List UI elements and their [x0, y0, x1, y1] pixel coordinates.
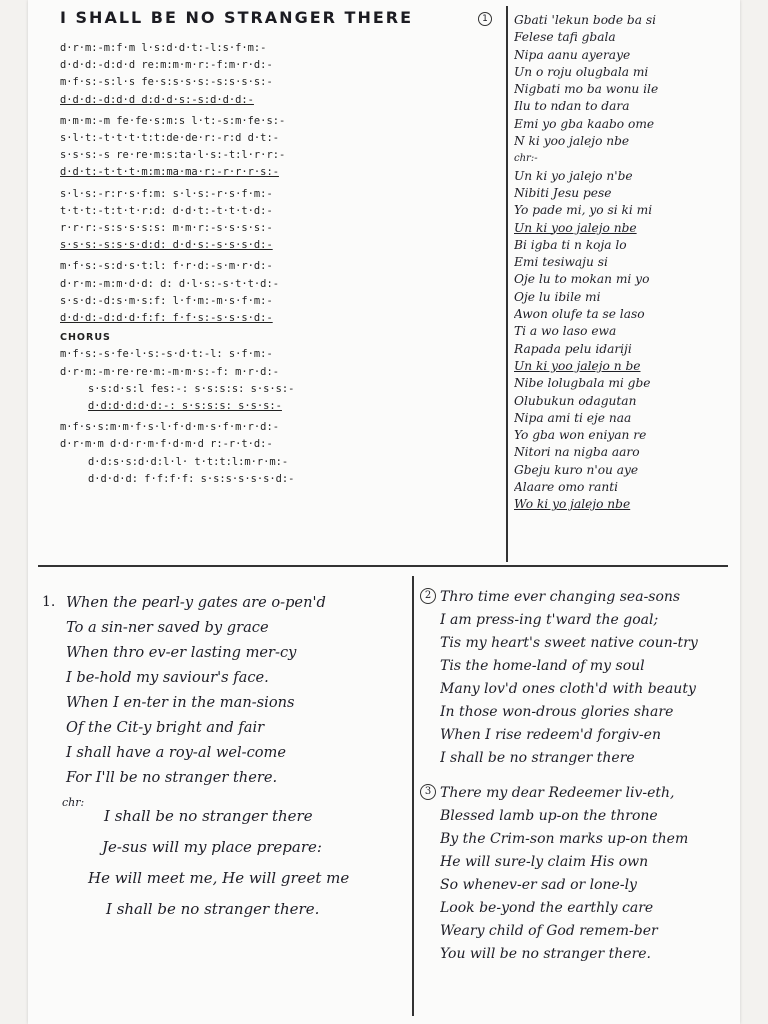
solfa-block-6 [60, 419, 504, 488]
solfa-line: s·s·d:-d:s·m·s:f: l·f·m:-m·s·f·m:- [60, 294, 273, 307]
lyric-line: Blessed lamb up-on the throne [440, 808, 658, 824]
solfa-line: d·d·d:-d:d·d d:d·d·s:-s:d·d·d:- [60, 93, 254, 106]
yoruba-line: Un ki yoo jalejo n be [514, 358, 641, 373]
yoruba-line: Yo pade mi, yo si ki mi [514, 203, 653, 218]
column-divider-top [506, 6, 508, 562]
yoruba-line: Un ki yo jalejo n'be [514, 168, 633, 183]
circled-number-1: 1 [478, 12, 492, 26]
hymn-sheet [28, 0, 740, 1024]
yoruba-line: Wo ki yo jalejo nbe [514, 497, 631, 512]
solfa-block-1 [60, 40, 504, 109]
solfa-line: s·s·s:-s re·re·m:s:ta·l·s:-t:l·r·r:- [60, 149, 286, 162]
english-stanza-1 [42, 590, 404, 925]
solfa-block-5 [60, 346, 504, 415]
solfa-block-4 [60, 258, 504, 327]
lyric-line: When the pearl-y gates are o-pen'd [66, 594, 326, 611]
chorus-line: I shall be no stranger there. [106, 900, 320, 918]
english-stanza-2 [420, 586, 734, 770]
lyric-line: Thro time ever changing sea-sons [440, 589, 681, 605]
yoruba-line: Ti a wo laso ewa [514, 324, 617, 339]
chorus-line: He will meet me, He will greet me [88, 869, 350, 887]
solfa-line: d·d·d·d: f·f:f·f: s·s:s·s·s·s·d:- [88, 472, 295, 485]
yoruba-line: Olubukun odagutan [514, 393, 637, 408]
tonic-solfa-score [60, 40, 504, 556]
solfa-line: d·r·m:-m:f·m l·s:d·d·t:-l:s·f·m:- [60, 42, 267, 54]
yoruba-line: Gbeju kuro n'ou aye [514, 462, 639, 477]
yoruba-line: Oje lu to mokan mi yo [514, 272, 650, 287]
stanza-number: 3 [420, 784, 436, 800]
yoruba-line: Bi igba ti n koja lo [514, 237, 627, 252]
solfa-line: d·r·m:-m:m·d·d: d: d·l·s:-s·t·t·d:- [60, 277, 279, 290]
lyric-line: I shall have a roy-al wel-come [66, 744, 287, 761]
solfa-line: r·r·r:-s:s·s·s:s: m·m·r:-s·s·s·s:- [60, 222, 273, 235]
yoruba-line: Nigbati mo ba wonu ile [514, 82, 659, 97]
yoruba-line: Alaare omo ranti [514, 480, 618, 495]
lyric-line: You will be no stranger there. [440, 946, 651, 962]
solfa-line: d·r·m:-m·re·re·m:-m·m·s:-f: m·r·d:- [60, 365, 279, 378]
solfa-line: m·f·s:-s·fe·l·s:-s·d·t:-l: s·f·m:- [60, 348, 273, 361]
lyric-line: I be-hold my saviour's face. [66, 669, 269, 686]
yoruba-chorus-tag: chr:- [514, 153, 538, 165]
stanza-number: 1. [42, 594, 56, 610]
solfa-block-3 [60, 186, 504, 255]
yoruba-line: Nitori na nigba aaro [514, 445, 640, 460]
lyric-line: So whenev-er sad or lone-ly [440, 877, 637, 893]
solfa-line: s·s·s:-s:s·s·d:d: d·d·s:-s·s·s·d:- [60, 239, 273, 252]
yoruba-line: Oje lu ibile mi [514, 289, 601, 304]
hymn-title: I SHALL BE NO STRANGER THERE [60, 8, 414, 27]
solfa-line: d·r·m·m d·d·r·m·f·d·m·d r:-r·t·d:- [60, 438, 273, 451]
lyric-line: For I'll be no stranger there. [66, 769, 278, 786]
chorus-line: Je-sus will my place prepare: [102, 838, 322, 856]
chorus-tag: chr: [62, 796, 85, 809]
lyric-line: Tis my heart's sweet native coun-try [440, 635, 698, 651]
solfa-line: m·f·s:-s:l·s fe·s:s·s·s:-s:s·s·s:- [60, 76, 273, 89]
lyric-line: When I rise redeem'd forgiv-en [440, 727, 661, 743]
lyric-line: I am press-ing t'ward the goal; [440, 612, 659, 628]
solfa-line: d·d:s·s:d·d:l·l· t·t:t:l:m·r·m:- [88, 455, 289, 468]
solfa-block-2 [60, 113, 504, 182]
yoruba-line: Un o roju olugbala mi [514, 64, 649, 79]
yoruba-line: Emi tesiwaju si [514, 255, 608, 270]
yoruba-line: Un ki yoo jalejo nbe [514, 220, 637, 235]
english-stanza-3 [420, 782, 734, 966]
yoruba-line: Nibiti Jesu pese [514, 185, 612, 200]
lyric-line: In those won-drous glories share [440, 704, 674, 720]
solfa-line: d·d·d:-d:d·d·f:f: f·f·s:-s·s·s·d:- [60, 312, 273, 325]
lyric-line: When thro ev-er lasting mer-cy [66, 644, 297, 661]
lyric-line: When I en-ter in the man-sions [66, 694, 295, 711]
yoruba-line: Ilu to ndan to dara [514, 99, 630, 114]
yoruba-line: Yo gba won eniyan re [514, 428, 647, 443]
solfa-line: s·l·t:-t·t·t·t:t:de·de·r:-r:d d·t:- [60, 132, 279, 145]
lyric-line: Look be-yond the earthly care [440, 900, 654, 916]
solfa-line: m·m·m:-m fe·fe·s:m:s l·t:-s:m·fe·s:- [60, 114, 286, 127]
english-stanzas-right [420, 586, 734, 978]
solfa-line: m·f·s:-s:d·s·t:l: f·r·d:-s·m·r·d:- [60, 260, 273, 273]
lyric-line: To a sin-ner saved by grace [66, 619, 269, 636]
yoruba-line: Nipa ami ti eje naa [514, 410, 632, 425]
yoruba-line: Felese tafi gbala [514, 30, 616, 45]
yoruba-lyrics [514, 12, 736, 568]
lyric-line: By the Crim-son marks up-on them [440, 831, 689, 847]
yoruba-line: N ki yoo jalejo nbe [514, 134, 630, 149]
chorus-line: I shall be no stranger there [104, 807, 313, 825]
lyric-line: I shall be no stranger there [440, 750, 635, 766]
yoruba-line: Nibe lolugbala mi gbe [514, 376, 651, 391]
lyric-line: He will sure-ly claim His own [440, 854, 649, 870]
lyric-line: Of the Cit-y bright and fair [66, 719, 265, 736]
yoruba-line: Gbati 'lekun bode ba si [514, 13, 657, 27]
yoruba-line: Nipa aanu ayeraye [514, 47, 631, 62]
english-chorus [42, 801, 404, 925]
yoruba-line: Emi yo gba kaabo ome [514, 116, 655, 131]
solfa-line: d·d:d·d:d·d:-: s·s:s:s: s·s·s:- [88, 400, 282, 413]
solfa-line: d·d·d:-d:d·d re:m:m·m·r:-f:m·r·d:- [60, 59, 273, 72]
solfa-line: t·t·t:-t:t·t·r:d: d·d·t:-t·t·t·d:- [60, 204, 273, 217]
lyric-line: Tis the home-land of my soul [440, 658, 645, 674]
chorus-label: CHORUS [60, 332, 111, 344]
yoruba-line: Rapada pelu idariji [514, 341, 632, 356]
column-divider-bottom [412, 576, 414, 1016]
lyric-line: Many lov'd ones cloth'd with beauty [440, 681, 696, 697]
stanza-number: 2 [420, 588, 436, 604]
solfa-line: d·d·t:-t·t·t·m:m:ma·ma·r:-r·r·r·s:- [60, 166, 279, 179]
yoruba-line: Awon olufe ta se laso [514, 307, 645, 322]
solfa-line: m·f·s·s:m·m·f·s·l·f·d·m·s·f·m·r·d:- [60, 421, 279, 434]
solfa-line: s·s:d·s:l fes:-: s·s:s:s: s·s·s:- [88, 382, 295, 395]
lyric-line: There my dear Redeemer liv-eth, [440, 785, 675, 801]
lyric-line: Weary child of God remem-ber [440, 923, 658, 939]
solfa-line: s·l·s:-r:r·s·f:m: s·l·s:-r·s·f·m:- [60, 187, 273, 200]
